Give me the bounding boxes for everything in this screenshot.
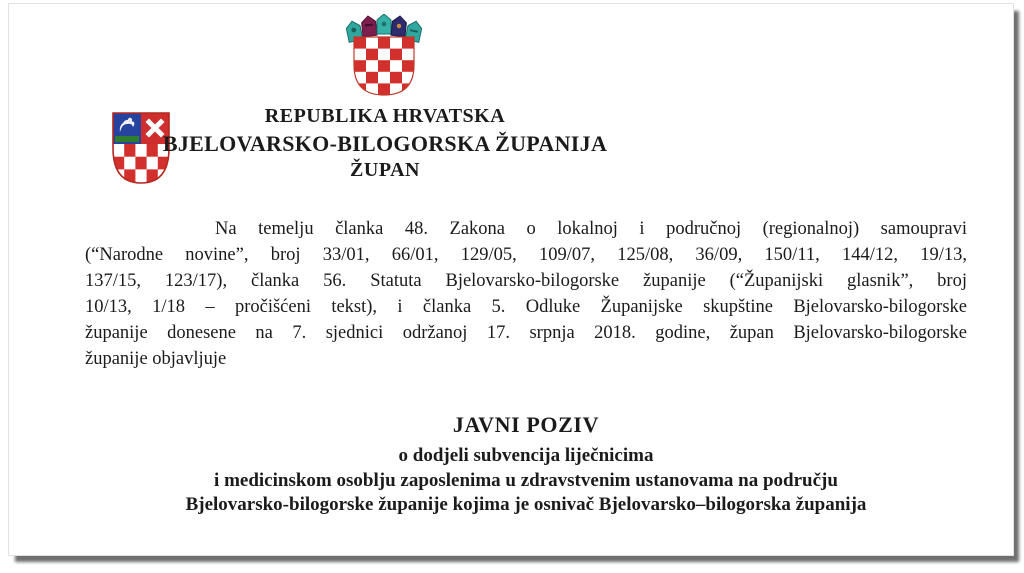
preamble-line: Na temelju članka 48. Zakona o lokalnoj i područnoj (regionalnoj) samoupravi	[215, 219, 967, 239]
preamble-line: 10/13, 1/18 – pročišćeni tekst), i članka 5. Odluke Županijske skupštine Bjelovarsko-bilogorske	[85, 297, 967, 317]
letterhead-office: ŽUPAN	[350, 159, 420, 181]
preamble-paragraph	[85, 216, 967, 372]
notice-subtitle: o dodjeli subvencija liječnicima	[398, 445, 654, 466]
coat-checkerboard	[354, 37, 414, 95]
notice-subtitle: Bjelovarsko-bilogorske županije kojima je osnivač Bjelovarsko–bilogorska županija	[185, 494, 867, 515]
letterhead-county: BJELOVARSKO-BILOGORSKA ŽUPANIJA	[162, 131, 608, 156]
preamble-line: županije donesene na 7. sjednici održanoj 17. srpnja 2018. godine, župan Bjelovarsko-bilogorske	[85, 323, 967, 343]
notice-title: JAVNI POZIV	[452, 412, 600, 437]
document-page	[8, 3, 1014, 556]
letterhead-country: REPUBLIKA HRVATSKA	[264, 105, 506, 127]
preamble-line: (“Narodne novine”, broj 33/01, 66/01, 129/05, 109/07, 125/08, 36/09, 150/11, 144/12, 19/13,	[85, 245, 967, 265]
notice-title-block	[85, 411, 967, 518]
notice-subtitle: i medicinskom osoblju zaposlenima u zdravstvenim ustanovama na području	[214, 469, 838, 491]
preamble-line: županije objavljuje	[85, 349, 227, 369]
croatia-coat-of-arms-icon	[346, 14, 422, 98]
preamble-line: 137/15, 123/17), članka 56. Statuta Bjelovarsko-bilogorske županije (“Županijski glasnik”, broj	[85, 271, 967, 291]
letterhead	[9, 103, 761, 184]
